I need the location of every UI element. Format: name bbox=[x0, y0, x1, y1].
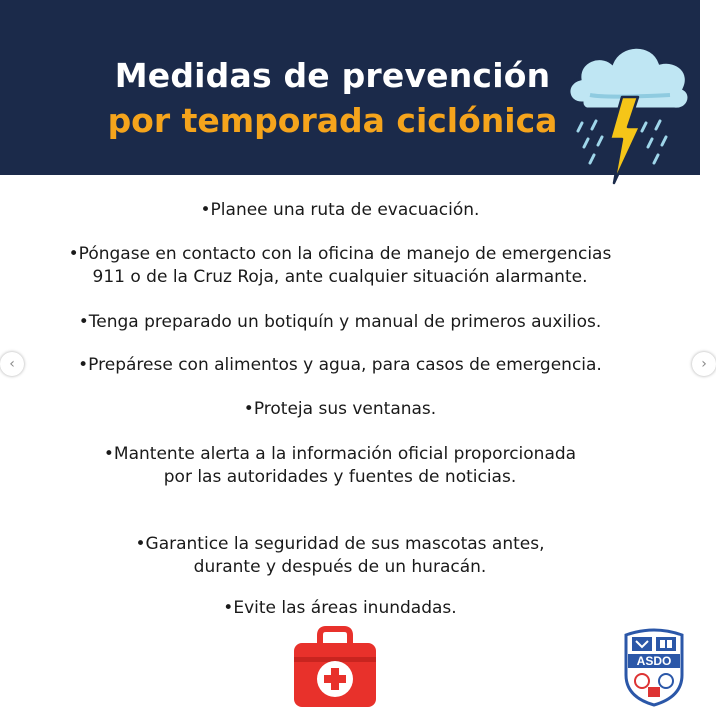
list-item-line: durante y después de un huracán. bbox=[193, 557, 487, 577]
chevron-left-icon[interactable]: ‹ bbox=[0, 352, 24, 376]
list-item: •Tenga preparado un botiquín y manual de primeros auxilios. bbox=[78, 312, 602, 332]
page-title: Medidas de prevención bbox=[114, 56, 551, 95]
list-item: •Planee una ruta de evacuación. bbox=[200, 200, 480, 220]
list-item-line: 911 o de la Cruz Roja, ante cualquier situación alarmante. bbox=[92, 267, 588, 287]
page-subtitle: por temporada ciclónica bbox=[107, 101, 558, 140]
list-item-line: •Póngase en contacto con la oficina de manejo de emergencias bbox=[68, 244, 612, 264]
first-aid-kit-icon bbox=[292, 627, 378, 709]
list-item: •Prepárese con alimentos y agua, para casos de emergencia. bbox=[78, 355, 602, 375]
list-item bbox=[20, 533, 660, 579]
list-item-line: •Mantente alerta a la información oficial proporcionada bbox=[103, 444, 577, 464]
list-item: •Evite las áreas inundadas. bbox=[223, 598, 457, 618]
header-banner bbox=[0, 0, 700, 175]
list-item bbox=[20, 243, 660, 289]
list-item bbox=[20, 443, 660, 489]
list-item-line: •Garantice la seguridad de sus mascotas antes, bbox=[135, 534, 545, 554]
list-item-line: por las autoridades y fuentes de noticias. bbox=[163, 467, 517, 487]
chevron-right-icon[interactable]: › bbox=[692, 352, 716, 376]
svg-text:ASDO: ASDO bbox=[636, 654, 672, 668]
storm-cloud-icon bbox=[560, 35, 695, 185]
list-item: •Proteja sus ventanas. bbox=[243, 399, 437, 419]
asdo-logo bbox=[622, 625, 686, 707]
